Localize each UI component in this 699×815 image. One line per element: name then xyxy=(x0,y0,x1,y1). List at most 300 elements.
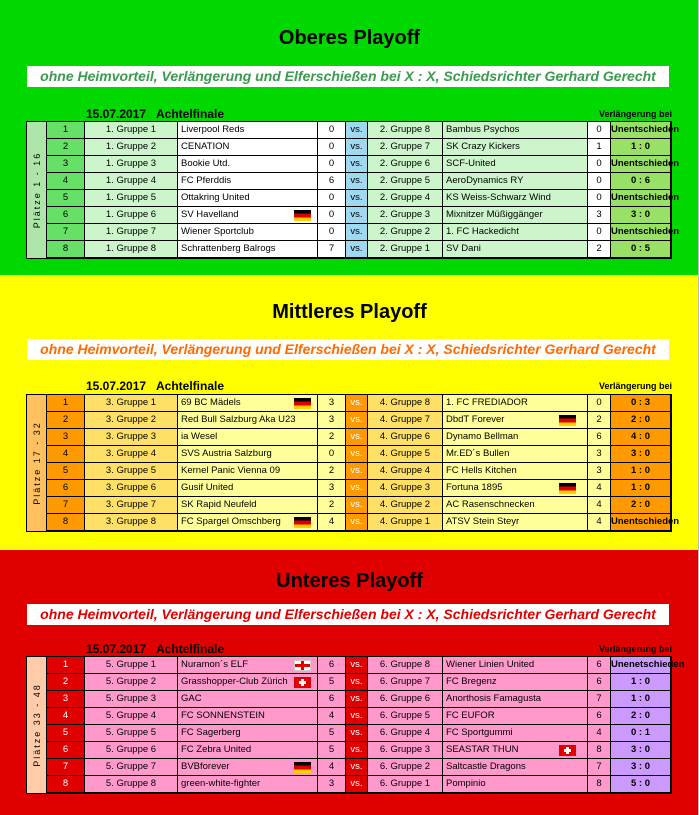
score-away-text: 7 xyxy=(596,693,602,704)
group-slot-home-text: 3. Gruppe 7 xyxy=(105,499,157,510)
group-slot-home xyxy=(85,708,178,725)
match-date: 15.07.2017 xyxy=(86,379,147,393)
score-home-text: 0 xyxy=(328,158,335,169)
group-slot-home xyxy=(85,190,178,207)
team-away-text: 1. FC FREDIADOR xyxy=(446,397,528,408)
table-row xyxy=(47,395,671,412)
match-date: 15.07.2017 xyxy=(86,642,147,656)
team-away xyxy=(443,190,588,207)
team-away xyxy=(443,446,588,463)
score-home-text: 3 xyxy=(328,778,335,789)
table-row xyxy=(47,691,671,708)
team-home xyxy=(178,657,318,674)
group-slot-away-text: 2. Gruppe 8 xyxy=(379,124,431,135)
group-slot-home-text: 1. Gruppe 7 xyxy=(105,226,157,237)
team-home xyxy=(178,207,318,224)
rank-cell-text: 2 xyxy=(62,676,69,687)
team-away-text: SV Dani xyxy=(446,243,481,254)
match-table xyxy=(26,656,685,794)
england-flag-icon xyxy=(294,660,311,671)
extra-time-result xyxy=(611,776,671,793)
score-home xyxy=(318,480,346,497)
versus-label-text: vs. xyxy=(350,499,363,510)
group-slot-away xyxy=(368,657,443,674)
score-away xyxy=(588,224,611,241)
germany-flag-icon xyxy=(294,210,311,221)
rank-cell-text: 7 xyxy=(62,761,69,772)
team-home xyxy=(178,480,318,497)
score-away-text: 8 xyxy=(596,744,602,755)
places-label xyxy=(27,395,47,531)
rank-cell xyxy=(47,463,85,480)
team-home-text: Bookie Utd. xyxy=(181,158,231,169)
team-home-text: Schrattenberg Balrogs xyxy=(181,243,276,254)
rank-cell-text: 5 xyxy=(62,465,69,476)
extra-time-result-text: 2 : 0 xyxy=(630,710,650,721)
extra-time-result xyxy=(611,725,671,742)
extra-time-result xyxy=(611,139,671,156)
team-home xyxy=(178,497,318,514)
versus-label xyxy=(346,759,368,776)
extra-time-result xyxy=(611,514,680,531)
extra-time-result xyxy=(611,412,671,429)
score-away xyxy=(588,776,611,793)
extra-time-result-text: 1 : 0 xyxy=(630,141,650,152)
germany-flag-icon xyxy=(294,398,311,409)
team-home xyxy=(178,429,318,446)
table-row xyxy=(47,207,671,224)
team-away-text: DbdT Forever xyxy=(446,414,505,425)
score-away xyxy=(588,463,611,480)
score-away xyxy=(588,759,611,776)
table-row xyxy=(47,725,671,742)
team-home xyxy=(178,708,318,725)
team-home xyxy=(178,742,318,759)
team-home-text: BVBforever xyxy=(181,761,230,772)
extra-time-result-text: 1 : 0 xyxy=(630,482,650,493)
team-home-text: FC Sagerberg xyxy=(181,727,241,738)
versus-label xyxy=(346,156,368,173)
extra-time-result-text: 1 : 0 xyxy=(630,676,650,687)
team-away xyxy=(443,691,588,708)
group-slot-home xyxy=(85,463,178,480)
group-slot-away-text: 6. Gruppe 6 xyxy=(379,693,431,704)
versus-label xyxy=(346,657,368,674)
versus-label-text: vs. xyxy=(350,659,363,670)
extra-time-result-text: 1 : 0 xyxy=(630,693,650,704)
group-slot-home xyxy=(85,759,178,776)
group-slot-home-text: 3. Gruppe 6 xyxy=(105,482,157,493)
rank-cell xyxy=(47,224,85,241)
group-slot-home-text: 5. Gruppe 2 xyxy=(105,676,157,687)
team-home xyxy=(178,224,318,241)
score-home xyxy=(318,776,346,793)
playoff-section-lower xyxy=(0,550,699,815)
rank-cell-text: 8 xyxy=(62,243,69,254)
team-home-text: Wiener Sportclub xyxy=(181,226,254,237)
group-slot-home xyxy=(85,480,178,497)
score-away xyxy=(588,156,611,173)
score-away xyxy=(588,207,611,224)
germany-flag-icon xyxy=(559,415,576,426)
score-away xyxy=(588,173,611,190)
versus-label xyxy=(346,725,368,742)
score-home-text: 4 xyxy=(328,516,335,527)
team-away-text: Mixnitzer Müßiggänger xyxy=(446,209,543,220)
team-home-text: green-white-fighter xyxy=(181,778,261,789)
team-home xyxy=(178,122,318,139)
versus-label xyxy=(346,674,368,691)
score-away-text: 3 xyxy=(596,465,602,476)
score-home-text: 0 xyxy=(328,141,335,152)
score-home xyxy=(318,122,346,139)
group-slot-away xyxy=(368,463,443,480)
rank-cell xyxy=(47,446,85,463)
team-away-text: SEASTAR THUN xyxy=(446,744,519,755)
table-row xyxy=(47,674,671,691)
team-home-text: Red Bull Salzburg Aka U23 xyxy=(181,414,296,425)
group-slot-home-text: 5. Gruppe 8 xyxy=(105,778,157,789)
rank-cell xyxy=(47,395,85,412)
score-away xyxy=(588,395,611,412)
score-home-text: 6 xyxy=(328,175,335,186)
versus-label-text: vs. xyxy=(350,141,363,152)
group-slot-away xyxy=(368,395,443,412)
group-slot-home xyxy=(85,514,178,531)
table-row xyxy=(47,657,685,674)
versus-label-text: vs. xyxy=(350,676,363,687)
table-row xyxy=(47,241,671,258)
score-home xyxy=(318,139,346,156)
score-away-text: 3 xyxy=(596,448,602,459)
versus-label xyxy=(346,708,368,725)
score-home xyxy=(318,190,346,207)
extra-time-result-text: Unentschieden xyxy=(611,192,680,203)
team-away-text: SCF-United xyxy=(446,158,496,169)
versus-label-text: vs. xyxy=(350,414,363,425)
rank-cell-text: 4 xyxy=(62,710,69,721)
versus-label-text: vs. xyxy=(350,175,363,186)
versus-label-text: vs. xyxy=(350,710,363,721)
places-label-text: Plätze 33 - 48 xyxy=(31,683,42,767)
group-slot-away-text: 2. Gruppe 7 xyxy=(379,141,431,152)
score-home-text: 2 xyxy=(328,431,335,442)
group-slot-away-text: 6. Gruppe 5 xyxy=(379,710,431,721)
extra-time-result xyxy=(611,497,671,514)
team-away-text: SK Crazy Kickers xyxy=(446,141,520,152)
extra-time-header: Verlängerung bei xyxy=(598,381,672,391)
team-away-text: Bambus Psychos xyxy=(446,124,520,135)
team-away xyxy=(443,759,588,776)
versus-label-text: vs. xyxy=(350,761,363,772)
versus-label-text: vs. xyxy=(350,192,363,203)
team-home xyxy=(178,173,318,190)
table-row xyxy=(47,776,671,793)
extra-time-result xyxy=(611,190,680,207)
extra-time-result xyxy=(611,691,671,708)
group-slot-home-text: 1. Gruppe 5 xyxy=(105,192,157,203)
rules-banner: ohne Heimvorteil, Verlängerung und Elferschießen bei X : X, Schiedsrichter Gerhard Gerecht xyxy=(27,604,669,625)
score-away xyxy=(588,190,611,207)
group-slot-away-text: 2. Gruppe 6 xyxy=(379,158,431,169)
extra-time-result xyxy=(611,207,671,224)
team-away xyxy=(443,156,588,173)
team-away-text: ATSV Stein Steyr xyxy=(446,516,520,527)
group-slot-away xyxy=(368,674,443,691)
group-slot-away xyxy=(368,708,443,725)
extra-time-result xyxy=(611,156,680,173)
group-slot-home-text: 3. Gruppe 4 xyxy=(105,448,157,459)
rank-cell xyxy=(47,497,85,514)
playoff-section-upper xyxy=(0,0,699,275)
rank-cell-text: 3 xyxy=(62,158,69,169)
team-home-text: Grasshopper-Club Zürich xyxy=(181,676,288,687)
team-away-text: Saltcastle Dragons xyxy=(446,761,526,772)
table-row xyxy=(47,122,680,139)
group-slot-home xyxy=(85,207,178,224)
team-away-text: KS Weiss-Schwarz Wind xyxy=(446,192,551,203)
versus-label-text: vs. xyxy=(350,209,363,220)
group-slot-away-text: 2. Gruppe 4 xyxy=(379,192,431,203)
rank-cell xyxy=(47,429,85,446)
score-away xyxy=(588,241,611,258)
team-away-text: Mr.ED´s Bullen xyxy=(446,448,510,459)
group-slot-home-text: 3. Gruppe 8 xyxy=(105,516,157,527)
extra-time-result-text: Unentschieden xyxy=(611,516,680,527)
rank-cell xyxy=(47,207,85,224)
extra-time-result-text: 3 : 0 xyxy=(630,744,650,755)
rank-cell-text: 5 xyxy=(62,192,69,203)
team-away-text: Dynamo Bellman xyxy=(446,431,519,442)
extra-time-result-text: Unentschieden xyxy=(611,158,680,169)
rank-cell-text: 6 xyxy=(62,744,69,755)
score-home xyxy=(318,674,346,691)
group-slot-away xyxy=(368,139,443,156)
team-home xyxy=(178,395,318,412)
germany-flag-icon xyxy=(559,483,576,494)
group-slot-home xyxy=(85,742,178,759)
group-slot-away-text: 4. Gruppe 4 xyxy=(379,465,431,476)
score-home xyxy=(318,725,346,742)
score-away xyxy=(588,708,611,725)
score-home-text: 7 xyxy=(328,243,335,254)
score-home-text: 2 xyxy=(328,499,335,510)
extra-time-result xyxy=(611,708,671,725)
team-home xyxy=(178,156,318,173)
score-home xyxy=(318,446,346,463)
extra-time-header: Verlängerung bei xyxy=(598,109,672,119)
rank-cell xyxy=(47,708,85,725)
table-row xyxy=(47,742,671,759)
team-away xyxy=(443,429,588,446)
group-slot-away-text: 2. Gruppe 2 xyxy=(379,226,431,237)
versus-label xyxy=(346,173,368,190)
score-away-text: 0 xyxy=(596,175,602,186)
team-home xyxy=(178,412,318,429)
team-home-text: FC SONNENSTEIN xyxy=(181,710,265,721)
group-slot-home-text: 1. Gruppe 6 xyxy=(105,209,157,220)
team-home-text: Gusif United xyxy=(181,482,234,493)
group-slot-away-text: 2. Gruppe 3 xyxy=(379,209,431,220)
rank-cell xyxy=(47,691,85,708)
extra-time-result-text: 0 : 5 xyxy=(630,243,650,254)
score-home-text: 0 xyxy=(328,209,335,220)
extra-time-result-text: 3 : 0 xyxy=(630,448,650,459)
versus-label xyxy=(346,207,368,224)
rank-cell-text: 2 xyxy=(62,141,69,152)
group-slot-away xyxy=(368,446,443,463)
rank-cell-text: 5 xyxy=(62,727,69,738)
table-row xyxy=(47,497,671,514)
group-slot-home xyxy=(85,776,178,793)
group-slot-away xyxy=(368,480,443,497)
group-slot-away-text: 4. Gruppe 8 xyxy=(379,397,431,408)
rank-cell xyxy=(47,156,85,173)
team-away-text: FC Sportgummi xyxy=(446,727,513,738)
team-away xyxy=(443,122,588,139)
score-home-text: 4 xyxy=(328,710,335,721)
group-slot-away-text: 4. Gruppe 2 xyxy=(379,499,431,510)
score-home-text: 5 xyxy=(328,744,335,755)
rank-cell-text: 8 xyxy=(62,778,69,789)
group-slot-home xyxy=(85,173,178,190)
group-slot-home-text: 1. Gruppe 3 xyxy=(105,158,157,169)
rank-cell-text: 3 xyxy=(62,693,69,704)
score-away xyxy=(588,691,611,708)
score-away-text: 7 xyxy=(596,761,602,772)
score-away-text: 3 xyxy=(596,209,602,220)
group-slot-away xyxy=(368,429,443,446)
team-home xyxy=(178,725,318,742)
team-away xyxy=(443,776,588,793)
score-home xyxy=(318,156,346,173)
versus-label-text: vs. xyxy=(350,226,363,237)
team-away xyxy=(443,480,588,497)
places-label xyxy=(27,657,47,793)
score-away-text: 6 xyxy=(596,676,602,687)
team-home xyxy=(178,514,318,531)
rules-banner: ohne Heimvorteil, Verlängerung und Elferschießen bei X : X, Schiedsrichter Gerhard Gerecht xyxy=(27,339,669,360)
table-row xyxy=(47,759,671,776)
rank-cell-text: 1 xyxy=(62,124,69,135)
group-slot-away-text: 6. Gruppe 3 xyxy=(379,744,431,755)
team-away-text: AeroDynamics RY xyxy=(446,175,524,186)
rank-cell xyxy=(47,412,85,429)
score-away-text: 6 xyxy=(596,659,602,670)
rank-cell-text: 2 xyxy=(62,414,69,425)
score-away-text: 4 xyxy=(596,499,602,510)
group-slot-away-text: 4. Gruppe 3 xyxy=(379,482,431,493)
score-away-text: 0 xyxy=(596,397,602,408)
team-away xyxy=(443,207,588,224)
versus-label xyxy=(346,691,368,708)
round-name: Achtelfinale xyxy=(156,379,225,393)
group-slot-away xyxy=(368,173,443,190)
team-away xyxy=(443,657,588,674)
group-slot-away-text: 4. Gruppe 7 xyxy=(379,414,431,425)
versus-label xyxy=(346,514,368,531)
extra-time-result xyxy=(611,122,680,139)
versus-label-text: vs. xyxy=(350,727,363,738)
versus-label-text: vs. xyxy=(350,482,363,493)
team-away-text: Fortuna 1895 xyxy=(446,482,503,493)
team-home xyxy=(178,674,318,691)
extra-time-result xyxy=(611,657,685,674)
table-row xyxy=(47,173,671,190)
rank-cell xyxy=(47,122,85,139)
match-table xyxy=(26,121,680,259)
team-home xyxy=(178,463,318,480)
switzerland-flag-icon xyxy=(559,745,576,756)
rank-cell-text: 1 xyxy=(62,397,69,408)
score-home-text: 3 xyxy=(328,397,335,408)
score-away-text: 0 xyxy=(596,192,602,203)
section-title: Oberes Playoff xyxy=(278,27,421,49)
team-home-text: Kernel Panic Vienna 09 xyxy=(181,465,281,476)
team-home xyxy=(178,446,318,463)
versus-label xyxy=(346,742,368,759)
team-home xyxy=(178,759,318,776)
score-away xyxy=(588,480,611,497)
team-away-text: FC EUFOR xyxy=(446,710,495,721)
germany-flag-icon xyxy=(294,762,311,773)
table-row xyxy=(47,429,671,446)
score-away-text: 4 xyxy=(596,516,602,527)
extra-time-header: Verlängerung bei xyxy=(598,644,672,654)
table-row xyxy=(47,463,671,480)
group-slot-away-text: 6. Gruppe 7 xyxy=(379,676,431,687)
versus-label-text: vs. xyxy=(350,431,363,442)
extra-time-result-text: 1 : 0 xyxy=(630,465,650,476)
rank-cell xyxy=(47,514,85,531)
rank-cell xyxy=(47,190,85,207)
team-away xyxy=(443,742,588,759)
score-away xyxy=(588,742,611,759)
versus-label-text: vs. xyxy=(350,516,363,527)
group-slot-home xyxy=(85,725,178,742)
versus-label-text: vs. xyxy=(350,397,363,408)
rank-cell-text: 4 xyxy=(62,448,69,459)
team-away xyxy=(443,708,588,725)
team-home xyxy=(178,691,318,708)
score-home-text: 6 xyxy=(328,659,335,670)
team-home xyxy=(178,190,318,207)
score-home xyxy=(318,742,346,759)
group-slot-away xyxy=(368,725,443,742)
group-slot-away xyxy=(368,497,443,514)
score-home-text: 2 xyxy=(328,465,335,476)
rank-cell-text: 1 xyxy=(62,659,69,670)
team-home-text: Liverpool Reds xyxy=(181,124,245,135)
extra-time-result-text: 0 : 3 xyxy=(630,397,650,408)
team-home xyxy=(178,776,318,793)
score-home-text: 5 xyxy=(328,727,335,738)
table-row xyxy=(47,708,671,725)
extra-time-result xyxy=(611,395,671,412)
rank-cell-text: 4 xyxy=(62,175,69,186)
score-home xyxy=(318,429,346,446)
group-slot-away xyxy=(368,241,443,258)
score-away-text: 6 xyxy=(596,431,602,442)
team-away xyxy=(443,173,588,190)
team-home-text: FC Pferddis xyxy=(181,175,232,186)
score-away xyxy=(588,122,611,139)
team-home-text: SK Rapid Neufeld xyxy=(181,499,257,510)
score-home xyxy=(318,173,346,190)
team-home xyxy=(178,241,318,258)
group-slot-home xyxy=(85,691,178,708)
versus-label xyxy=(346,446,368,463)
